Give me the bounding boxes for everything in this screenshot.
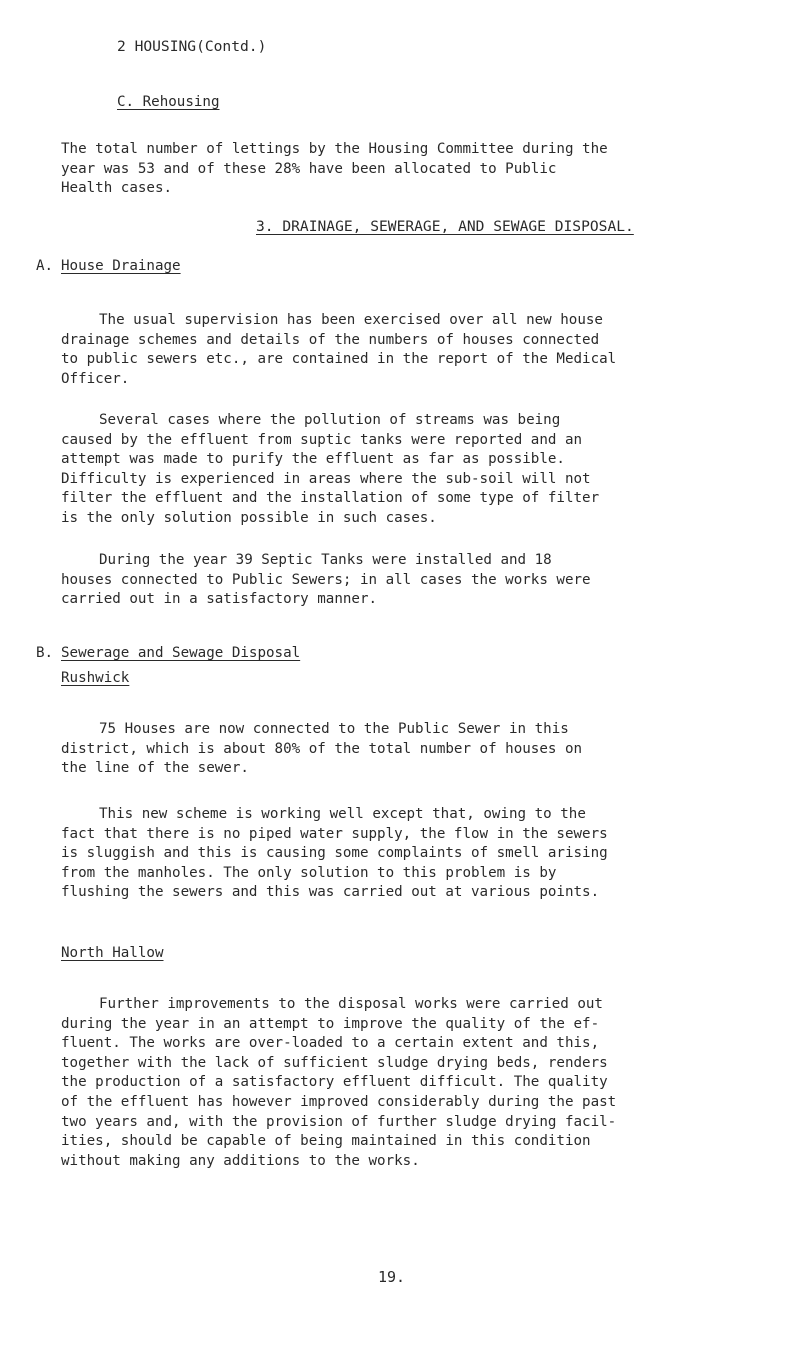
text-line: caused by the effluent from suptic tanks were reported and an: [61, 431, 583, 448]
text-line: carried out in a satisfactory manner.: [61, 591, 378, 608]
text-line: Several cases where the pollution of streams was being: [99, 412, 561, 428]
text-line: fluent. The works are over-loaded to a certain extent and this,: [61, 1035, 600, 1052]
text-line: The usual supervision has been exercised over all new house: [99, 312, 603, 328]
section-title-drainage: 3. DRAINAGE, SEWERAGE, AND SEWAGE DISPOSAL.: [256, 218, 634, 235]
section-letter-a: A.: [36, 258, 54, 274]
text-line: the line of the sewer.: [61, 760, 249, 777]
paragraph-north-hallow: [61, 995, 781, 1171]
heading-house-drainage: House Drainage: [61, 258, 181, 274]
text-line: drainage schemes and details of the numbers of houses connected: [61, 331, 600, 348]
text-line: from the manholes. The only solution to this problem is by: [61, 864, 557, 881]
heading-sewerage: Sewerage and Sewage Disposal: [61, 645, 301, 661]
paragraph-rushwick-2: [61, 805, 781, 903]
paragraph-rushwick-1: [61, 720, 781, 779]
text-line: filter the effluent and the installation of some type of filter: [61, 490, 600, 507]
text-line: fact that there is no piped water supply, the flow in the sewers: [61, 825, 608, 842]
heading-rehousing: C. Rehousing: [117, 94, 220, 110]
section-letter-b: B.: [36, 645, 54, 661]
text-line: houses connected to Public Sewers; in all cases the works were: [61, 571, 591, 588]
paragraph-rehousing: [61, 140, 781, 199]
text-line: Difficulty is experienced in areas where the sub-soil will not: [61, 470, 591, 487]
text-line: together with the lack of sufficient sludge drying beds, renders: [61, 1054, 608, 1071]
subheading-rushwick: Rushwick: [61, 670, 130, 686]
text-line: ities, should be capable of being maintained in this condition: [61, 1133, 591, 1150]
paragraph-drainage-1: [61, 311, 781, 389]
text-line: without making any additions to the works.: [61, 1152, 420, 1169]
paragraph-drainage-3: [61, 551, 781, 610]
text-line: Further improvements to the disposal works were carried out: [99, 996, 603, 1012]
text-line: attempt was made to purify the effluent as far as possible.: [61, 451, 565, 468]
text-line: 75 Houses are now connected to the Public Sewer in this: [99, 721, 569, 737]
text-line: year was 53 and of these 28% have been allocated to Public: [61, 160, 557, 177]
text-line: During the year 39 Septic Tanks were installed and 18: [99, 552, 552, 568]
text-line: flushing the sewers and this was carried out at various points.: [61, 884, 600, 901]
running-header: 2 HOUSING(Contd.): [117, 38, 267, 55]
text-line: the production of a satisfactory effluent difficult. The quality: [61, 1074, 608, 1091]
text-line: This new scheme is working well except that, owing to the: [99, 806, 586, 822]
text-line: is sluggish and this is causing some complaints of smell arising: [61, 845, 608, 862]
text-line: Officer.: [61, 370, 130, 387]
paragraph-drainage-2: [61, 411, 781, 529]
text-line: of the effluent has however improved considerably during the past: [61, 1093, 617, 1110]
page-number: 19.: [378, 1268, 406, 1286]
subheading-north-hallow: North Hallow: [61, 945, 164, 961]
text-line: to public sewers etc., are contained in the report of the Medical: [61, 351, 617, 368]
text-line: The total number of lettings by the Housing Committee during the: [61, 141, 608, 157]
text-line: district, which is about 80% of the total number of houses on: [61, 740, 583, 757]
text-line: is the only solution possible in such cases.: [61, 509, 437, 526]
text-line: two years and, with the provision of further sludge drying facil-: [61, 1113, 617, 1130]
text-line: during the year in an attempt to improve the quality of the ef-: [61, 1015, 600, 1032]
text-line: Health cases.: [61, 180, 173, 197]
